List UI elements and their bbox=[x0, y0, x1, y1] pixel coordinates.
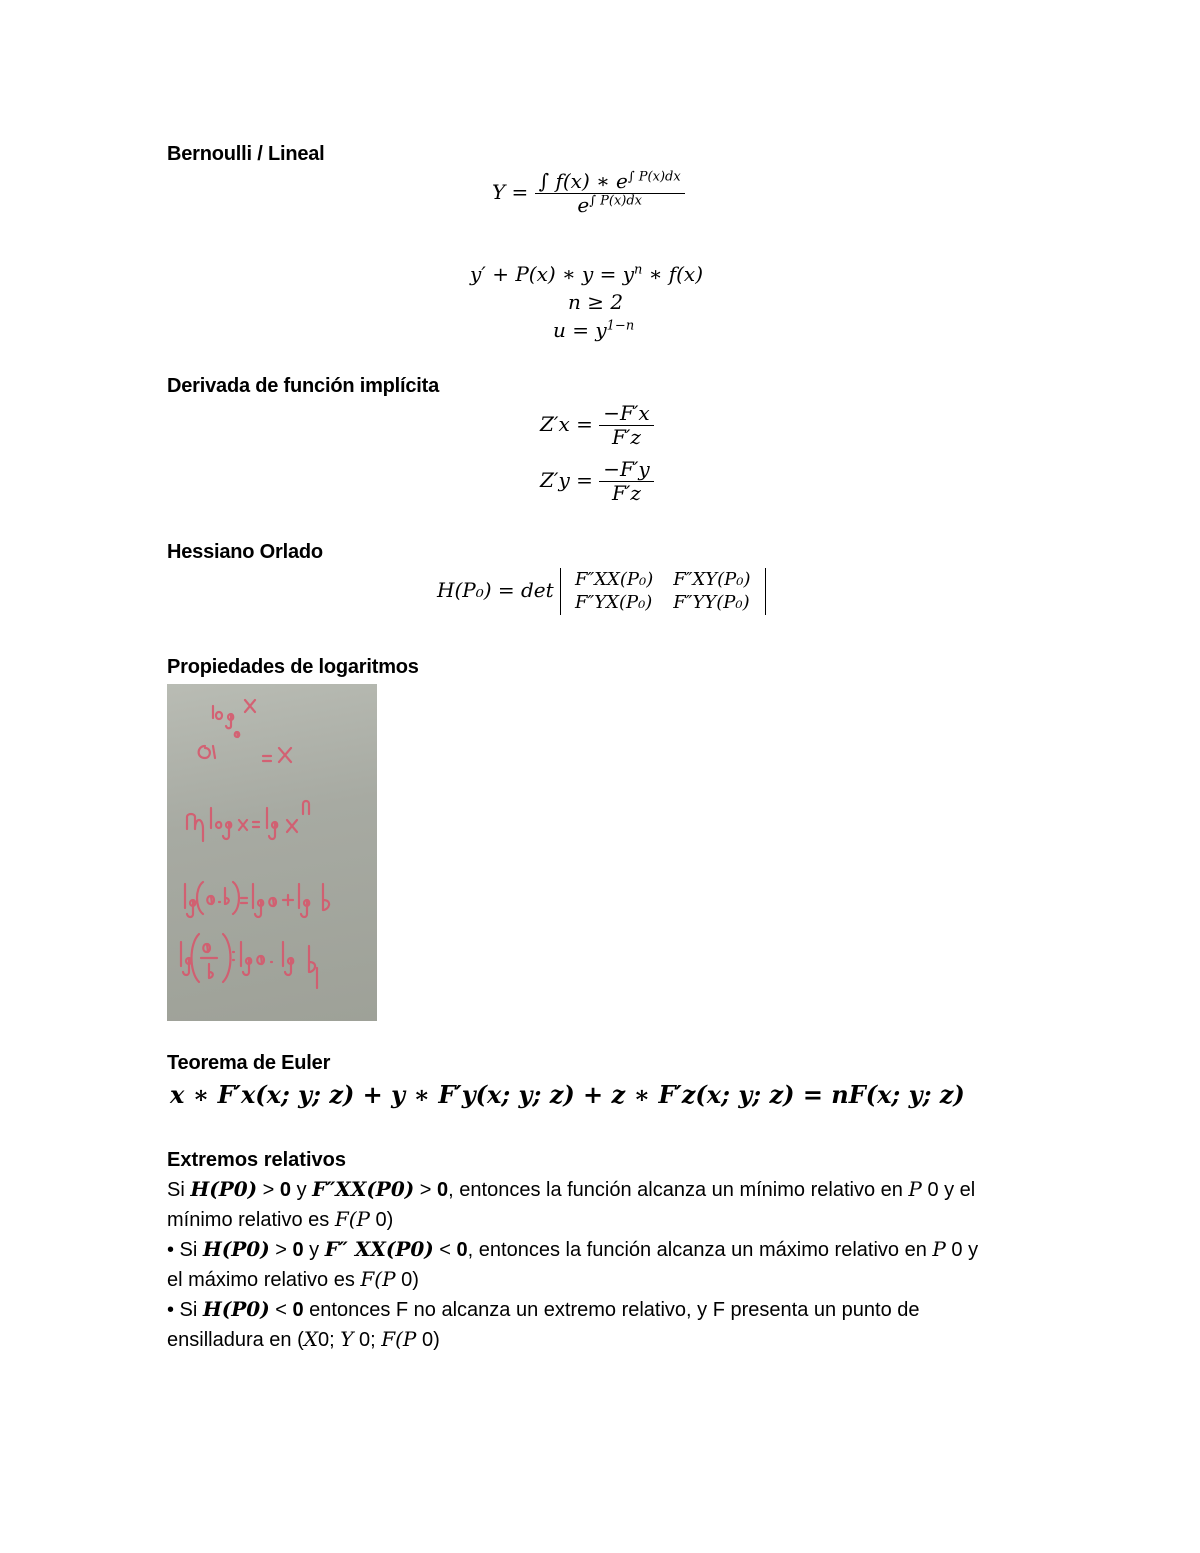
zx-numerator: −F′x bbox=[599, 402, 653, 426]
extremes-line-3 bbox=[167, 1235, 1027, 1265]
hessian-determinant bbox=[560, 568, 766, 615]
hessian-cell-xx: F″XX(P₀) bbox=[575, 569, 654, 590]
text-run: y bbox=[303, 1239, 325, 1261]
text-run: 0 bbox=[437, 1179, 449, 1201]
text-run: entonces F no alcanza un extremo relativo, y F presenta un punto de bbox=[303, 1299, 920, 1321]
zy-numerator: −F′y bbox=[599, 458, 653, 482]
text-run: ensilladura en ( bbox=[167, 1329, 304, 1351]
text-run: Si bbox=[167, 1179, 191, 1201]
text-run: • Si bbox=[167, 1299, 203, 1321]
extremes-line-1 bbox=[167, 1175, 1027, 1205]
text-run: 0 y bbox=[945, 1239, 979, 1261]
math-run: P bbox=[908, 1177, 922, 1201]
bernoulli-formula bbox=[492, 170, 685, 217]
bernoulli-equation bbox=[470, 262, 703, 286]
math-run: F(P bbox=[381, 1327, 417, 1351]
heading-extremes: Extremos relativos bbox=[167, 1149, 346, 1171]
text-run: > bbox=[414, 1179, 438, 1201]
zy-denominator: F′z bbox=[611, 481, 641, 505]
heading-log-properties: Propiedades de logaritmos bbox=[167, 656, 419, 678]
text-run: < bbox=[433, 1239, 457, 1261]
u-def-main: u = y bbox=[553, 318, 607, 342]
zy-fraction bbox=[599, 458, 653, 505]
n-condition: n ≥ 2 bbox=[568, 290, 624, 314]
bernoulli-lhs: Y = bbox=[492, 180, 529, 204]
text-run: , entonces la función alcanza un mínimo relativo en bbox=[448, 1179, 909, 1201]
text-run: • Si bbox=[167, 1239, 203, 1261]
euler-formula: x ∗ F′x(x; y; z) + y ∗ F′y(x; y; z) + z ∗ F′z(x; y; z) = nF(x; y; z) bbox=[170, 1080, 965, 1109]
text-run: > bbox=[257, 1179, 280, 1201]
heading-hessian: Hessiano Orlado bbox=[167, 541, 323, 563]
math-run: Y bbox=[340, 1327, 354, 1351]
text-run: 0) bbox=[369, 1209, 394, 1231]
zx-fraction bbox=[599, 402, 653, 449]
extremes-line-6 bbox=[167, 1325, 1027, 1355]
bernoulli-fraction bbox=[535, 170, 685, 217]
zy-formula bbox=[540, 458, 654, 505]
bernoulli-eq-exponent: n bbox=[634, 262, 643, 278]
text-run: 0 y el bbox=[921, 1179, 976, 1201]
heading-euler: Teorema de Euler bbox=[167, 1052, 331, 1074]
math-run: F″ XX(P0) bbox=[324, 1237, 434, 1261]
zx-formula bbox=[540, 402, 654, 449]
extremes-line-4 bbox=[167, 1265, 1027, 1295]
bernoulli-denominator: e bbox=[577, 193, 590, 217]
text-run: 0 bbox=[292, 1299, 304, 1321]
math-run: H(P0) bbox=[202, 1237, 270, 1261]
bernoulli-eq-tail: ∗ f(x) bbox=[642, 262, 704, 286]
hessian-cell-xy: F″XY(P₀) bbox=[673, 569, 751, 590]
text-run: 0 bbox=[456, 1239, 468, 1261]
text-run: mínimo relativo es bbox=[167, 1209, 335, 1231]
text-run: 0 bbox=[292, 1239, 304, 1261]
math-run: F(P bbox=[360, 1267, 396, 1291]
heading-bernoulli: Bernoulli / Lineal bbox=[167, 143, 325, 165]
bernoulli-eq-main: y′ + P(x) ∗ y = y bbox=[470, 262, 635, 286]
extremes-line-2 bbox=[167, 1205, 1027, 1235]
math-run: H(P0) bbox=[202, 1297, 270, 1321]
hessian-cell-yy: F″YY(P₀) bbox=[673, 592, 750, 614]
math-run: X bbox=[303, 1327, 318, 1351]
text-run: y bbox=[291, 1179, 313, 1201]
text-run: el máximo relativo es bbox=[167, 1269, 361, 1291]
text-run: , entonces la función alcanza un máximo relativo en bbox=[467, 1239, 933, 1261]
text-run: 0; bbox=[353, 1329, 382, 1351]
hessian-formula bbox=[437, 568, 766, 615]
heading-implicit-derivative: Derivada de función implícita bbox=[167, 375, 440, 397]
hessian-cell-yx: F″YX(P₀) bbox=[575, 592, 653, 614]
math-run: H(P0) bbox=[190, 1177, 258, 1201]
text-run: 0) bbox=[416, 1329, 440, 1351]
text-run: 0; bbox=[318, 1329, 341, 1351]
u-def-exponent: 1−n bbox=[606, 318, 635, 334]
text-run: > bbox=[269, 1239, 293, 1261]
u-definition bbox=[553, 318, 634, 342]
text-run: < bbox=[269, 1299, 293, 1321]
text-run: 0) bbox=[395, 1269, 419, 1291]
zx-denominator: F′z bbox=[611, 425, 641, 449]
zy-lhs: Z′y = bbox=[540, 468, 593, 492]
bernoulli-numerator: ∫ f(x) ∗ e bbox=[538, 169, 628, 193]
extremes-section bbox=[167, 1146, 1027, 1355]
hessian-lhs: H(P₀) = det bbox=[437, 577, 554, 602]
math-run: F″XX(P0) bbox=[312, 1177, 415, 1201]
extremes-line-5 bbox=[167, 1295, 1027, 1325]
bernoulli-numerator-exponent: ∫ P(x)dx bbox=[627, 169, 681, 185]
handwriting-svg bbox=[167, 684, 377, 1021]
zx-lhs: Z′x = bbox=[540, 412, 593, 436]
text-run: 0 bbox=[279, 1179, 292, 1201]
math-run: F(P bbox=[334, 1207, 370, 1231]
math-run: P bbox=[932, 1237, 946, 1261]
log-properties-photo bbox=[167, 684, 377, 1021]
bernoulli-denominator-exponent: ∫ P(x)dx bbox=[589, 193, 642, 209]
